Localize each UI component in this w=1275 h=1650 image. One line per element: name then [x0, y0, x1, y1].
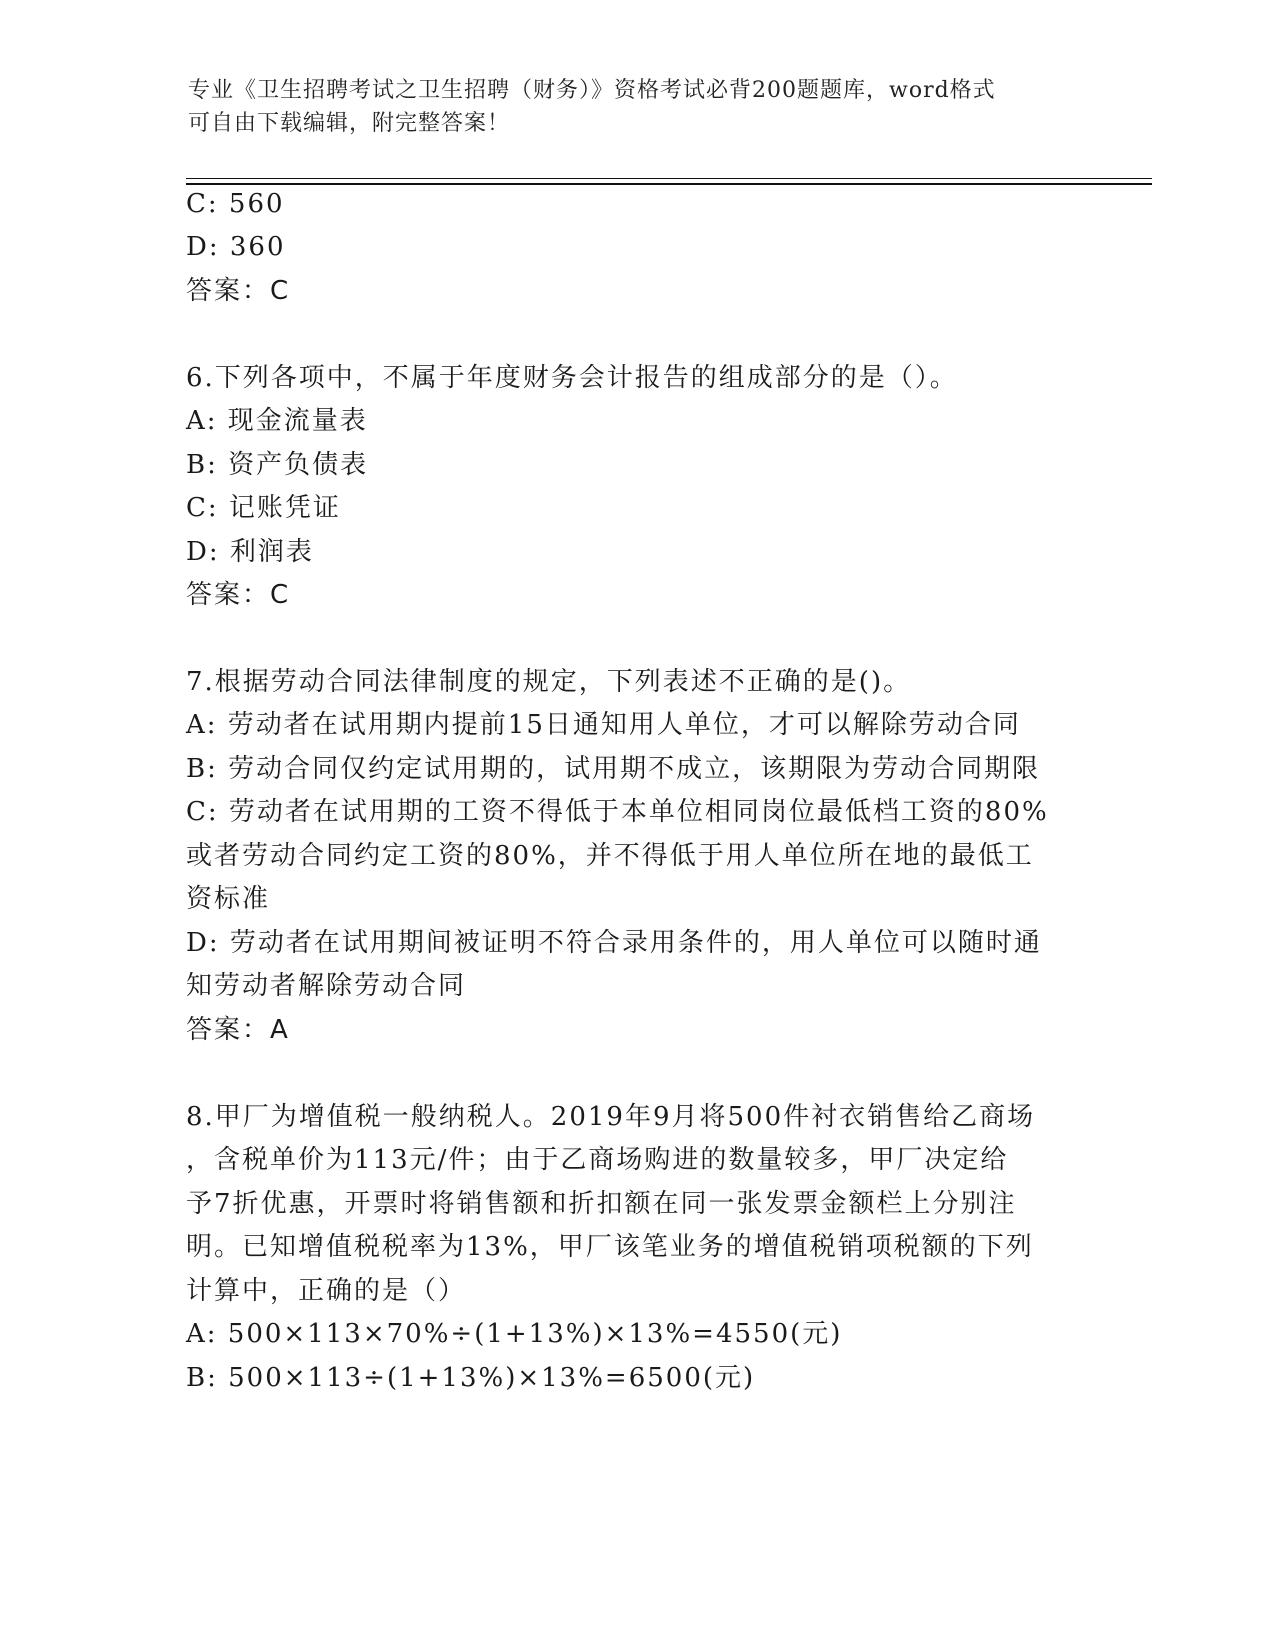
- q5-answer: 答案：C: [186, 276, 291, 306]
- q7-option-d-line-1: D: 劳动者在试用期间被证明不符合录用条件的，用人单位可以随时通: [186, 928, 1042, 958]
- q5-option-c: C: 560: [186, 189, 285, 219]
- q8-option-b: B: 500×113÷(1+13%)×13%=6500(元): [186, 1363, 756, 1393]
- q7-stem: 7.根据劳动合同法律制度的规定，下列表述不正确的是()。: [186, 667, 912, 697]
- q6-answer: 答案：C: [186, 580, 291, 610]
- q8-stem-line-5: 计算中，正确的是（）: [186, 1276, 467, 1306]
- q8-stem-line-2: ，含税单价为113元/件；由于乙商场购进的数量较多，甲厂决定给: [186, 1145, 1009, 1175]
- q6-option-a: A: 现金流量表: [186, 406, 368, 436]
- q6-option-d: D: 利润表: [186, 537, 314, 567]
- q7-option-c-line-2: 或者劳动合同约定工资的80%，并不得低于用人单位所在地的最低工: [186, 841, 1034, 871]
- q8-stem-line-3: 予7折优惠，开票时将销售额和折扣额在同一张发票金额栏上分别注: [186, 1189, 1017, 1219]
- q8-option-a: A: 500×113×70%÷(1+13%)×13%=4550(元): [186, 1319, 843, 1349]
- q7-answer: 答案：A: [186, 1015, 290, 1045]
- q7-option-b: B: 劳动合同仅约定试用期的，试用期不成立，该期限为劳动合同期限: [186, 754, 1041, 784]
- q7-option-c-line-1: C: 劳动者在试用期的工资不得低于本单位相同岗位最低档工资的80%: [186, 797, 1049, 827]
- q8-stem-line-4: 明。已知增值税税率为13%，甲厂该笔业务的增值税销项税额的下列: [186, 1232, 1034, 1262]
- header-line-2: 可自由下载编辑，附完整答案！: [188, 111, 511, 136]
- q6-option-b: B: 资产负债表: [186, 450, 369, 480]
- q7-option-d-line-2: 知劳动者解除劳动合同: [186, 971, 467, 1001]
- q7-option-c-line-3: 资标准: [186, 884, 271, 914]
- header-divider-thick: [186, 183, 1152, 185]
- q5-option-d: D: 360: [186, 232, 286, 262]
- q6-option-c: C: 记账凭证: [186, 493, 341, 523]
- q6-stem: 6.下列各项中，不属于年度财务会计报告的组成部分的是（）。: [186, 363, 958, 393]
- q7-option-a: A: 劳动者在试用期内提前15日通知用人单位，才可以解除劳动合同: [186, 710, 1021, 740]
- header-line-1: 专业《卫生招聘考试之卫生招聘（财务）》资格考试必背200题题库，word格式: [188, 78, 996, 103]
- document-header: [188, 74, 1068, 140]
- header-divider-thin: [186, 178, 1152, 179]
- q8-stem-line-1: 8.甲厂为增值税一般纳税人。2019年9月将500件衬衣销售给乙商场: [186, 1102, 1036, 1132]
